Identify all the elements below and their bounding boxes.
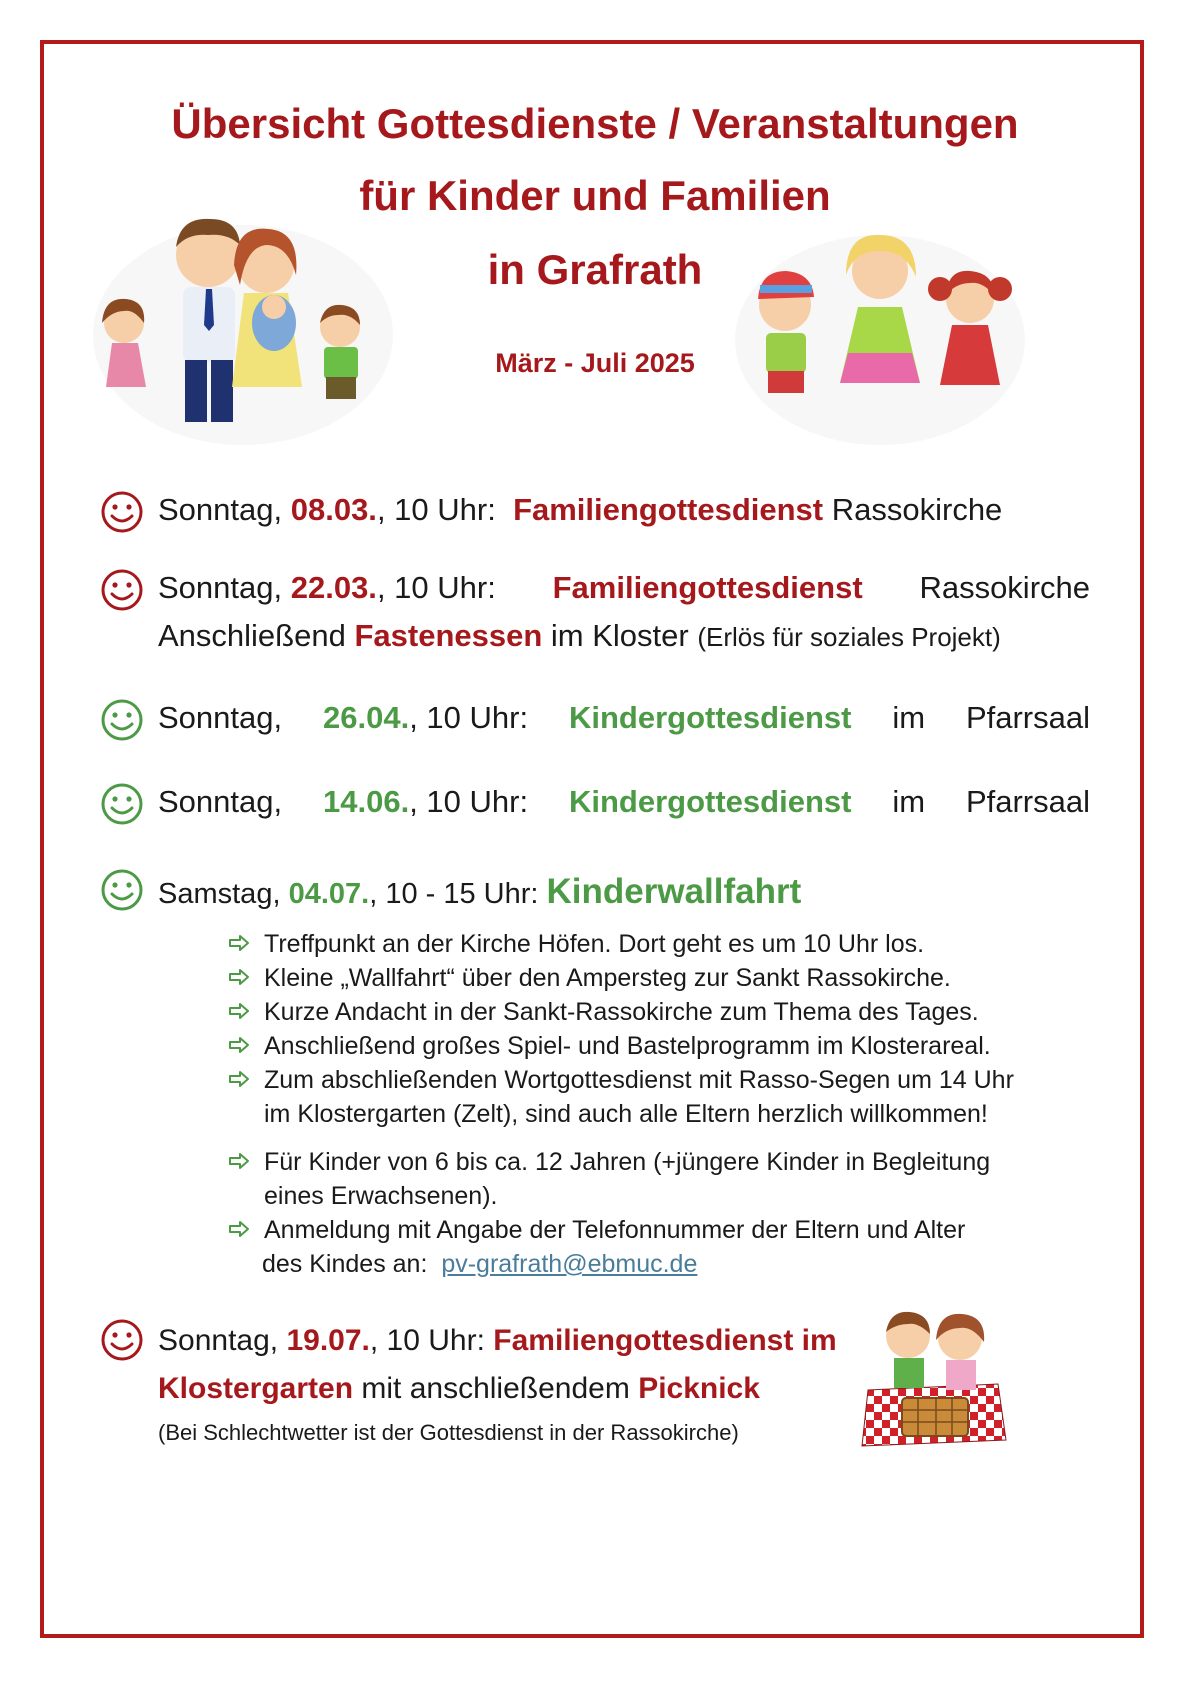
- event-line: [158, 570, 1090, 606]
- event-extra-highlight: Fastenessen: [354, 618, 543, 653]
- event-line: [158, 784, 1090, 820]
- event-time: , 10 Uhr:: [376, 492, 496, 527]
- event-place: Pfarrsaal: [965, 784, 1090, 819]
- event-row: [100, 868, 1090, 914]
- event-day: Sonntag,: [158, 1324, 279, 1357]
- smiley-icon: [100, 868, 144, 912]
- bullet-text: Zum abschließenden Wortgottesdienst mit Rasso-Segen um 14 Uhr: [264, 1066, 1014, 1094]
- pilgrimage-details: [228, 930, 1094, 1280]
- event-place: Rassokirche: [831, 492, 1003, 527]
- smiley-icon: [100, 490, 144, 534]
- event-date: 14.06.: [323, 784, 410, 819]
- event-date: 22.03.: [290, 570, 377, 605]
- bullet-text: Anschließend großes Spiel- und Bastelprogramm im Klosterareal.: [264, 1032, 991, 1060]
- event-name: Familiengottesdienst: [552, 570, 863, 605]
- event-date: 26.04.: [323, 700, 410, 735]
- event-time: , 10 Uhr:: [409, 700, 529, 735]
- event-date: 19.07.: [286, 1324, 370, 1357]
- period-subtitle: März - Juli 2025: [495, 348, 695, 378]
- event-line: [158, 700, 1090, 736]
- event-name-3: Picknick: [638, 1372, 760, 1405]
- page-title-line3: in Grafrath: [487, 246, 703, 293]
- bullet-text: Kleine „Wallfahrt“ über den Ampersteg zur Sankt Rassokirche.: [264, 964, 951, 992]
- event-extra-note: (Erlös für soziales Projekt): [697, 622, 1001, 652]
- event-extra-pre: Anschließend: [158, 618, 346, 653]
- event-day: Samstag,: [158, 878, 281, 910]
- page-title-line2: für Kinder und Familien: [359, 172, 831, 219]
- event-day: Sonntag,: [158, 700, 283, 735]
- registration-line: [262, 1250, 1094, 1279]
- bullet-text: Kurze Andacht in der Sankt-Rassokirche zum Thema des Tages.: [264, 998, 979, 1026]
- bullet-text: des Kindes an:: [262, 1250, 428, 1278]
- smiley-icon: [100, 1318, 144, 1362]
- event-extra-line: [158, 618, 1090, 654]
- event-name: Kindergottesdienst: [568, 784, 852, 819]
- event-row: [100, 698, 1090, 744]
- event-line: [158, 492, 1090, 528]
- event-time: , 10 Uhr:: [409, 784, 529, 819]
- picnic-illustration: [858, 1300, 1008, 1450]
- arrow-right-icon: [228, 1036, 250, 1054]
- event-day: Sonntag,: [158, 492, 283, 527]
- event-row: [100, 782, 1090, 828]
- email-link[interactable]: pv-grafrath@ebmuc.de: [441, 1250, 698, 1278]
- event-place-pre: im: [892, 700, 926, 735]
- event-name: Familiengottesdienst: [513, 492, 824, 527]
- arrow-right-icon: [228, 1002, 250, 1020]
- event-time: , 10 Uhr:: [376, 570, 496, 605]
- event-name: Kinderwallfahrt: [546, 872, 802, 911]
- bullet-text: eines Erwachsenen).: [264, 1182, 498, 1210]
- bullet-text: Treffpunkt an der Kirche Höfen. Dort geht es um 10 Uhr los.: [264, 930, 925, 958]
- smiley-icon: [100, 568, 144, 612]
- event-line: [158, 872, 1090, 912]
- event-row: [100, 568, 1090, 658]
- event-mid-text: mit anschließendem: [361, 1372, 630, 1405]
- children-illustration: [730, 225, 1030, 450]
- bullet-text: Für Kinder von 6 bis ca. 12 Jahren (+jüngere Kinder in Begleitung: [264, 1148, 991, 1176]
- event-date: 04.07.: [288, 878, 370, 910]
- family-illustration: [88, 205, 398, 445]
- event-name: Kindergottesdienst: [568, 700, 852, 735]
- event-day: Sonntag,: [158, 570, 283, 605]
- page-title-line1: Übersicht Gottesdienste / Veranstaltungen: [171, 100, 1019, 147]
- arrow-right-icon: [228, 1152, 250, 1170]
- bullet-text: im Klostergarten (Zelt), sind auch alle Eltern herzlich willkommen!: [264, 1100, 988, 1128]
- event-extra-mid: im Kloster: [550, 618, 689, 653]
- event-place-pre: im: [892, 784, 926, 819]
- smiley-icon: [100, 698, 144, 742]
- arrow-right-icon: [228, 934, 250, 952]
- arrow-right-icon: [228, 968, 250, 986]
- event-place: Pfarrsaal: [965, 700, 1090, 735]
- bullet-text: Anmeldung mit Angabe der Telefonnummer der Eltern und Alter: [264, 1216, 966, 1244]
- event-name: Familiengottesdienst im: [493, 1324, 837, 1357]
- event-place: Rassokirche: [919, 570, 1090, 605]
- event-day: Sonntag,: [158, 784, 283, 819]
- arrow-right-icon: [228, 1070, 250, 1088]
- event-time: , 10 - 15 Uhr:: [369, 878, 539, 910]
- event-name-2: Klostergarten: [158, 1372, 354, 1405]
- event-date: 08.03.: [290, 492, 377, 527]
- event-note: (Bei Schlechtwetter ist der Gottesdienst in der Rassokirche): [158, 1420, 739, 1445]
- event-time: , 10 Uhr:: [369, 1324, 485, 1357]
- smiley-icon: [100, 782, 144, 826]
- event-row: [100, 490, 1090, 536]
- arrow-right-icon: [228, 1220, 250, 1238]
